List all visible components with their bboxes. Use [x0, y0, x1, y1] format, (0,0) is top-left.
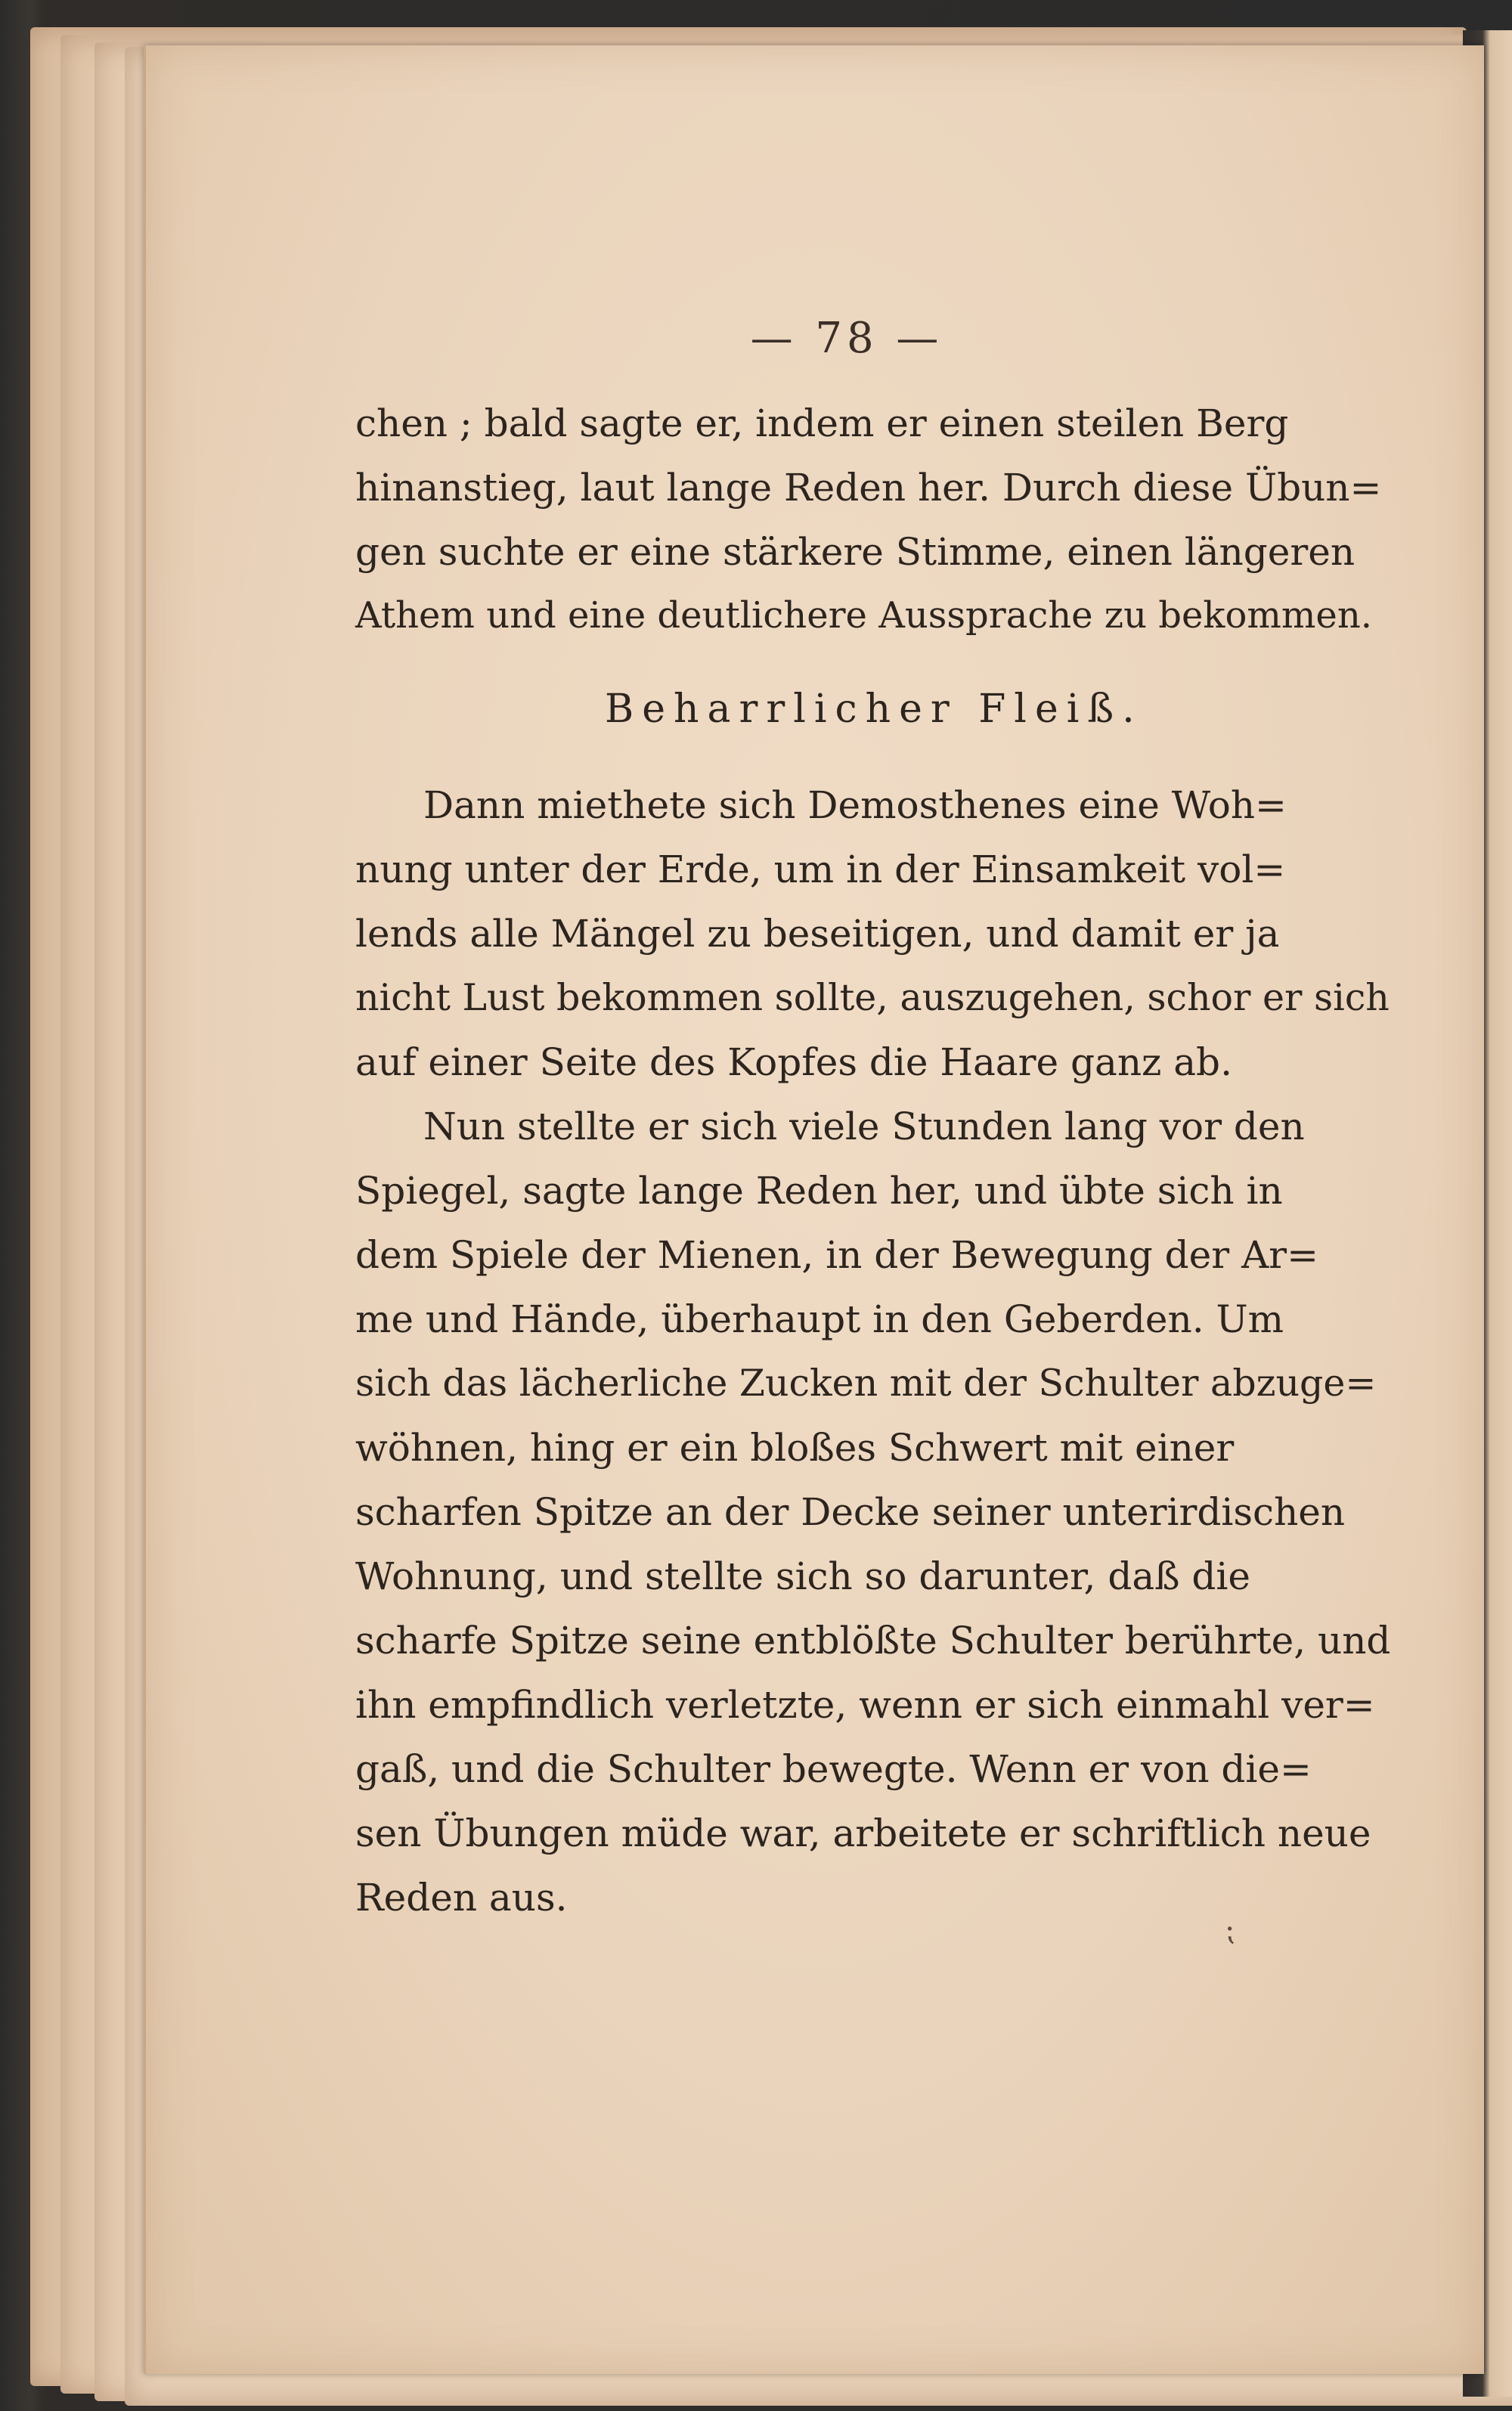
- text-line: Nun stellte er sich viele Stunden lang vor den: [423, 1105, 1305, 1148]
- text-line: nicht Lust bekommen sollte, auszugehen, schor er sich: [355, 976, 1390, 1019]
- text-line: lends alle Mängel zu beseitigen, und damit er ja: [355, 912, 1280, 956]
- text-line: scharfe Spitze seine entblößte Schulter berührte, und: [355, 1619, 1391, 1663]
- text-line: sen Übungen müde war, arbeitete er schriftlich neue: [355, 1811, 1371, 1855]
- text-line: gaß, und die Schulter bewegte. Wenn er von die=: [355, 1747, 1312, 1791]
- text-line: nung unter der Erde, um in der Einsamkeit vol=: [355, 848, 1286, 891]
- text-line: chen ; bald sagte er, indem er einen steilen Berg: [355, 401, 1289, 445]
- text-line: Reden aus.: [355, 1876, 568, 1920]
- ink-speck: ⁏: [1225, 1913, 1235, 1948]
- text-line: scharfen Spitze an der Decke seiner unterirdischen: [355, 1490, 1346, 1534]
- text-line: sich das lächerliche Zucken mit der Schulter abzuge=: [355, 1362, 1377, 1405]
- page-number: — 78 —: [750, 314, 943, 363]
- text-line: me und Hände, überhaupt in den Geberden. Um: [355, 1297, 1284, 1341]
- text-line: gen suchte er eine stärkere Stimme, einen längeren: [355, 530, 1356, 574]
- text-line: auf einer Seite des Kopfes die Haare ganz ab.: [355, 1040, 1232, 1084]
- text-line: Spiegel, sagte lange Reden her, und übte sich in: [355, 1169, 1283, 1213]
- text-line: ihn empfindlich verletzte, wenn er sich einmahl ver=: [355, 1683, 1375, 1727]
- text-line: Wohnung, und stellte sich so darunter, daß die: [355, 1554, 1251, 1598]
- text-line: dem Spiele der Mienen, in der Bewegung der Ar=: [355, 1233, 1318, 1277]
- text-line: Athem und eine deutlichere Aussprache zu bekommen.: [355, 594, 1372, 637]
- text-line: Dann miethete sich Demosthenes eine Woh=: [423, 783, 1287, 827]
- text-line: wöhnen, hing er ein bloßes Schwert mit einer: [355, 1426, 1235, 1470]
- text-line: hinanstieg, laut lange Reden her. Durch diese Übun=: [355, 466, 1382, 510]
- section-heading: Beharrlicher Fleiß.: [605, 686, 1143, 732]
